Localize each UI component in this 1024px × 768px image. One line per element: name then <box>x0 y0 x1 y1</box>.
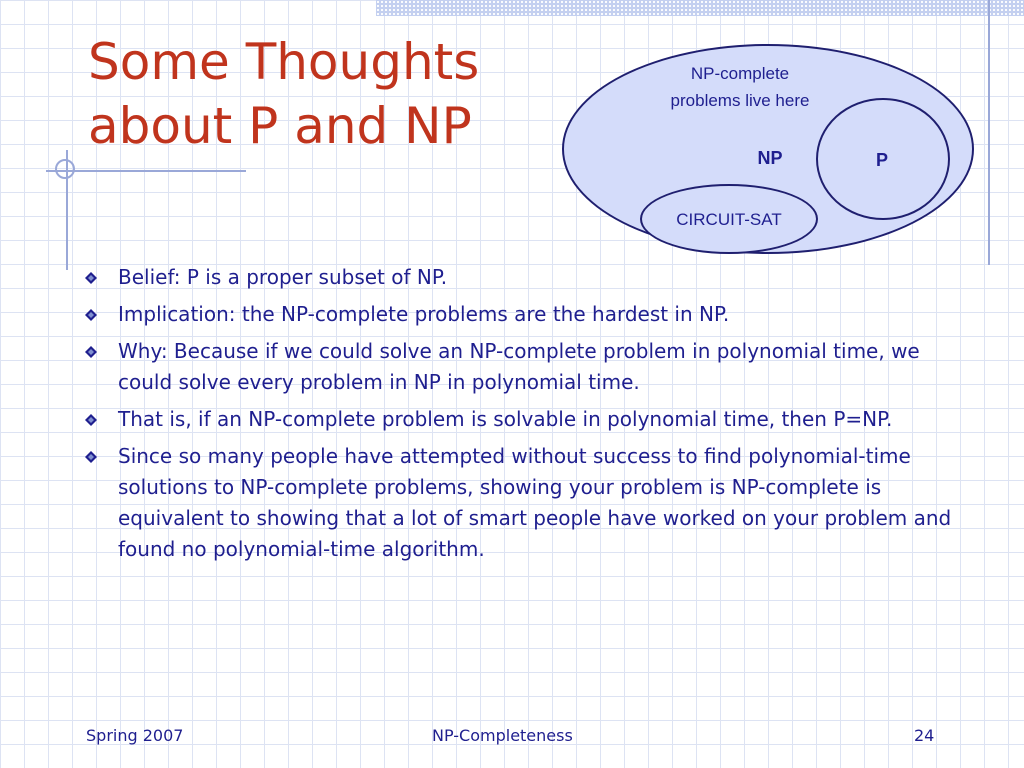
bullet-item <box>82 262 972 293</box>
diamond-bullet-icon <box>85 414 97 426</box>
slide-number: 24 <box>914 726 935 745</box>
bullet-item <box>82 299 972 330</box>
np-complete-label-line-2: problems live here <box>670 91 810 110</box>
slide-title <box>88 30 558 158</box>
bullet-item <box>82 336 972 398</box>
np-complete-label-line-1: NP-complete <box>690 64 790 83</box>
bullet-text: That is, if an NP-complete problem is solvable in polynomial time, then P=NP. <box>118 407 893 431</box>
title-underline <box>46 170 246 172</box>
bullet-item <box>82 404 972 435</box>
np-complete-label <box>640 60 840 114</box>
bullet-item <box>82 441 972 565</box>
top-decorative-band <box>376 0 1024 16</box>
p-label: P <box>875 150 888 170</box>
diamond-bullet-icon <box>85 272 97 284</box>
venn-diagram <box>560 40 980 260</box>
bullet-text: Belief: P is a proper subset of NP. <box>118 265 448 289</box>
bullet-text: Why: Because if we could solve an NP-complete problem in polynomial time, we could solve every problem in NP in polynomial time. <box>118 339 920 394</box>
slide-title-line-1: Some Thoughts <box>88 33 480 91</box>
diamond-bullet-icon <box>85 346 97 358</box>
footer-date: Spring 2007 <box>86 726 184 745</box>
footer-topic: NP-Completeness <box>432 726 573 745</box>
np-label: NP <box>757 148 783 168</box>
decorative-ring <box>55 159 75 179</box>
bullet-text: Implication: the NP-complete problems are the hardest in NP. <box>118 302 730 326</box>
diamond-bullet-icon <box>85 309 97 321</box>
right-decorative-line <box>988 0 990 265</box>
bullet-text: Since so many people have attempted without success to find polynomial-time solutions to NP-complete problems, showing your problem is NP-complete is equivalent to showing that a lot of smart people have worked on your problem and found no polynomial-time algorithm. <box>118 444 952 561</box>
slide-title-line-2: about P and NP <box>88 97 472 155</box>
diamond-bullet-icon <box>85 451 97 463</box>
bullet-list <box>82 262 972 571</box>
circuit-sat-label: CIRCUIT-SAT <box>676 210 782 229</box>
